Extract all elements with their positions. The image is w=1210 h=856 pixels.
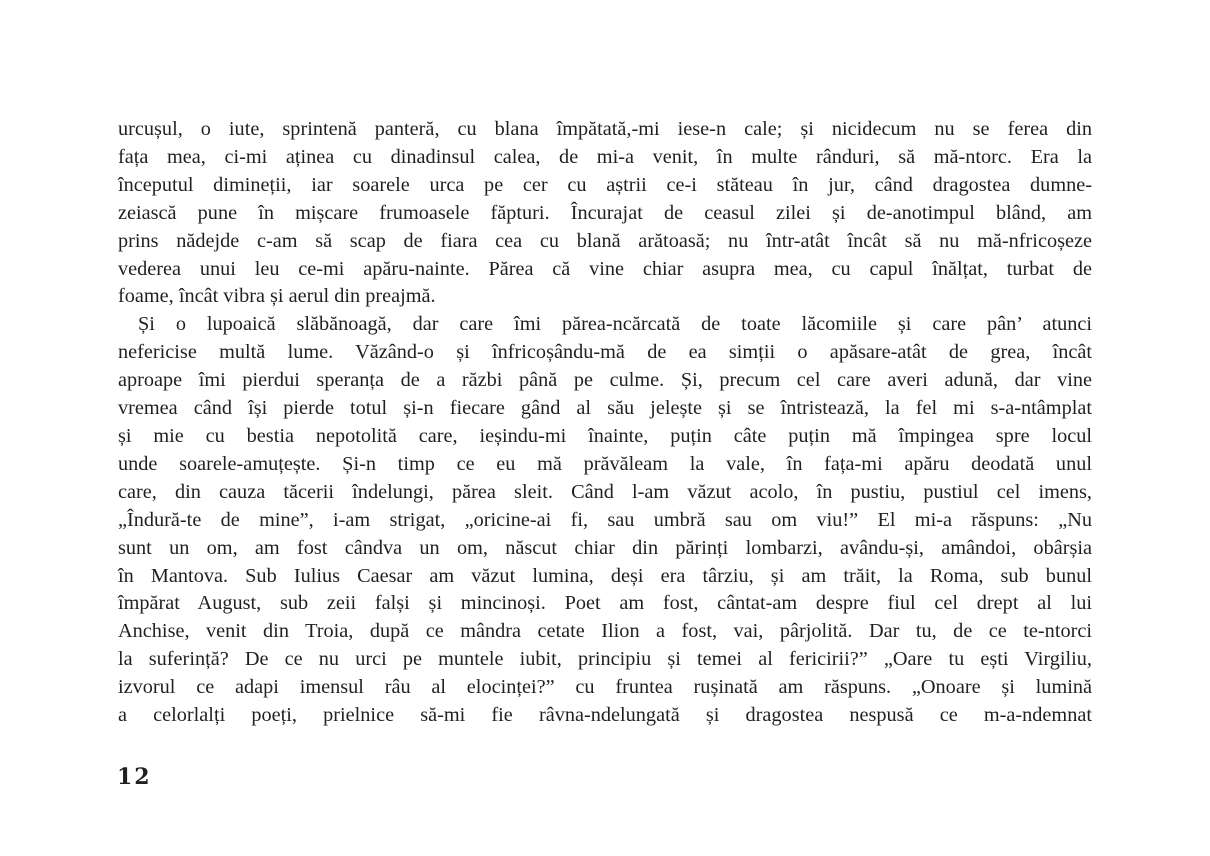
text-line: împărat August, sub zeii falși și mincinoși. Poet am fost, cântat-am despre fiul cel drept al lui [118,592,1092,615]
text-line: care, din cauza tăcerii îndelungi, părea sleit. Când l-am văzut acolo, în pustiu, pustiul cel imens, [118,480,1092,503]
text-line: izvorul ce adapi imensul râu al elocinței?” cu fruntea rușinată am răspuns. „Onoare și lumină [118,676,1092,699]
text-line: „Îndură-te de mine”, i-am strigat, „oricine-ai fi, sau umbră sau om viu!” El mi-a răspuns: „Nu [118,508,1092,531]
text-line: Și o lupoaică slăbănoagă, dar care îmi părea-ncărcată de toate lăcomiile și care pân’ atunci [138,313,1092,336]
text-line: începutul dimineții, iar soarele urca pe cer cu aștrii ce-i stăteau în jur, când dragostea dumne- [118,173,1092,196]
page-number: 12 [117,764,152,790]
text-line: zeiască pune în mișcare frumoasele făpturi. Încurajat de ceasul zilei și de-anotimpul blând, am [118,201,1092,224]
text-line: și mie cu bestia nepotolită care, ieșindu-mi înainte, puțin câte puțin mă împingea spre locul [118,424,1092,447]
text-line: sunt un om, am fost cândva un om, născut chiar din părinți lombarzi, avându-și, amândoi, obârșia [118,536,1092,559]
text-line: prins nădejde c-am să scap de fiara cea cu blană arătoasă; nu într-atât încât să nu mă-nfricoșeze [118,229,1092,252]
text-line: vederea unui leu ce-mi apăru-nainte. Părea că vine chiar asupra mea, cu capul înălțat, turbat de [118,257,1092,280]
text-line: a celorlalți poeți, prielnice să-mi fie râvna-ndelungată și dragostea nespusă ce m-a-ndemnat [118,704,1092,727]
text-line: la suferință? De ce nu urci pe muntele iubit, principiu și temei al fericirii?” „Oare tu ești Virgiliu, [118,648,1092,671]
text-line: nefericise multă lume. Văzând-o și înfricoșându-mă de ea simții o apăsare-atât de grea, încât [118,341,1092,364]
text-line: unde soarele-amuțește. Și-n timp ce eu mă prăvăleam la vale, în fața-mi apăru deodată unul [118,452,1092,475]
text-line: aproape îmi pierdui speranța de a răzbi până pe culme. Și, precum cel care averi adună, dar vine [118,369,1092,392]
text-line: vremea când își pierde totul și-n fiecare gând al său jelește și se întristează, la fel mi s-a-ntâmplat [118,397,1092,420]
text-line: fața mea, ci-mi aținea cu dinadinsul calea, de mi-a venit, în multe rânduri, să mă-ntorc. Era la [118,145,1092,168]
text-line: în Mantova. Sub Iulius Caesar am văzut lumina, deși era târziu, și am trăit, la Roma, sub bunul [118,564,1092,587]
text-line: urcușul, o iute, sprintenă panteră, cu blana împătată,-mi iese-n cale; și nicidecum nu se ferea din [118,118,1092,140]
text-line: Anchise, venit din Troia, după ce mândra cetate Ilion a fost, vai, pârjolită. Dar tu, de ce te-ntorci [118,620,1092,643]
body-text [118,116,1092,730]
text-line: foame, încât vibra și aerul din preajmă. [118,285,436,308]
